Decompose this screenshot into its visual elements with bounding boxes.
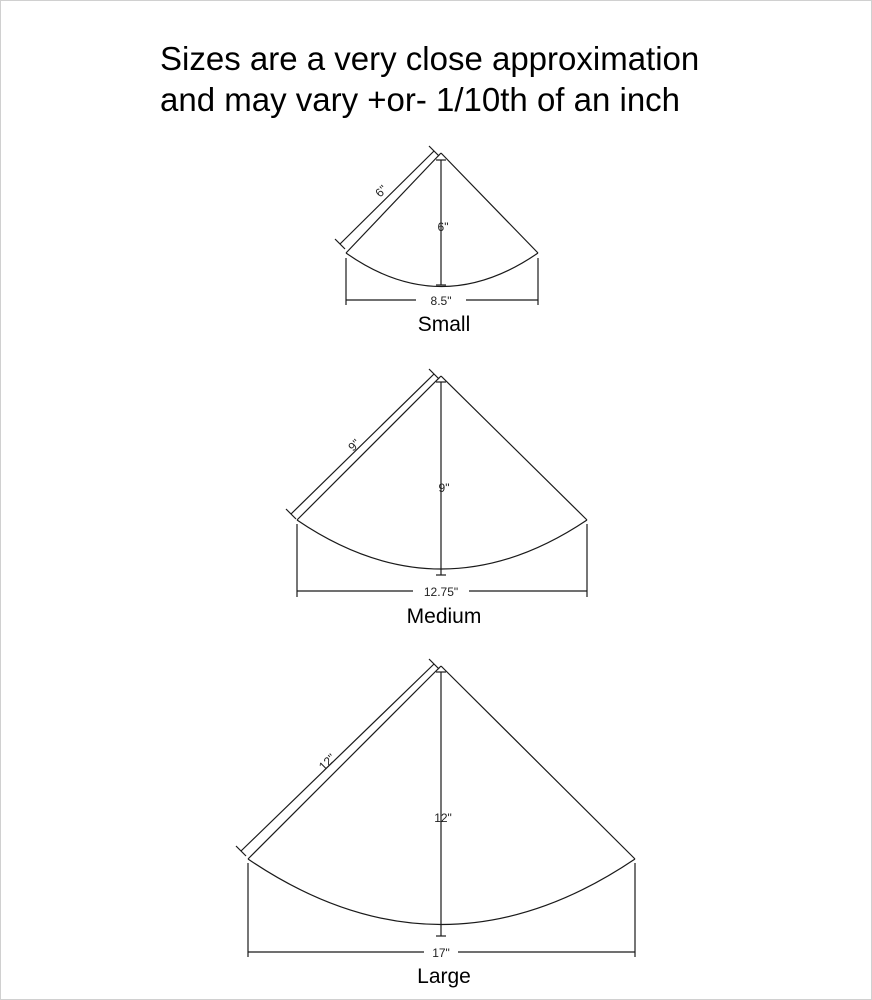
title-line-1: Sizes are a very close approximation xyxy=(160,40,700,77)
small-side-dim-line xyxy=(340,151,434,244)
large-name-label: Large xyxy=(417,965,471,988)
large-right-edge xyxy=(441,666,635,859)
shelf-small xyxy=(335,146,538,305)
medium-right-edge xyxy=(438,376,587,520)
large-left-edge xyxy=(248,666,441,859)
shelf-large xyxy=(236,659,635,957)
shelf-medium xyxy=(286,369,587,597)
large-depth-label: 12" xyxy=(434,811,452,825)
medium-arc xyxy=(297,520,587,569)
title-line-2: and may vary +or- 1/10th of an inch xyxy=(160,81,681,118)
medium-side-label: 9" xyxy=(345,436,363,454)
small-left-edge xyxy=(346,153,441,253)
small-name-label: Small xyxy=(417,313,471,336)
medium-side-dim-line xyxy=(291,374,434,514)
medium-name-label: Medium xyxy=(406,605,482,628)
large-side-label: 12" xyxy=(315,750,339,774)
small-right-edge xyxy=(441,153,538,253)
small-side-label: 6" xyxy=(372,182,390,200)
medium-left-edge xyxy=(297,376,441,520)
small-width-label: 8.5" xyxy=(430,294,452,308)
medium-depth-label: 9" xyxy=(438,481,450,495)
medium-width-label: 12.75" xyxy=(423,585,459,599)
large-width-label: 17" xyxy=(432,946,450,960)
large-side-dim-line xyxy=(241,664,434,851)
small-arc xyxy=(346,253,538,287)
small-depth-label: 6" xyxy=(437,220,449,234)
